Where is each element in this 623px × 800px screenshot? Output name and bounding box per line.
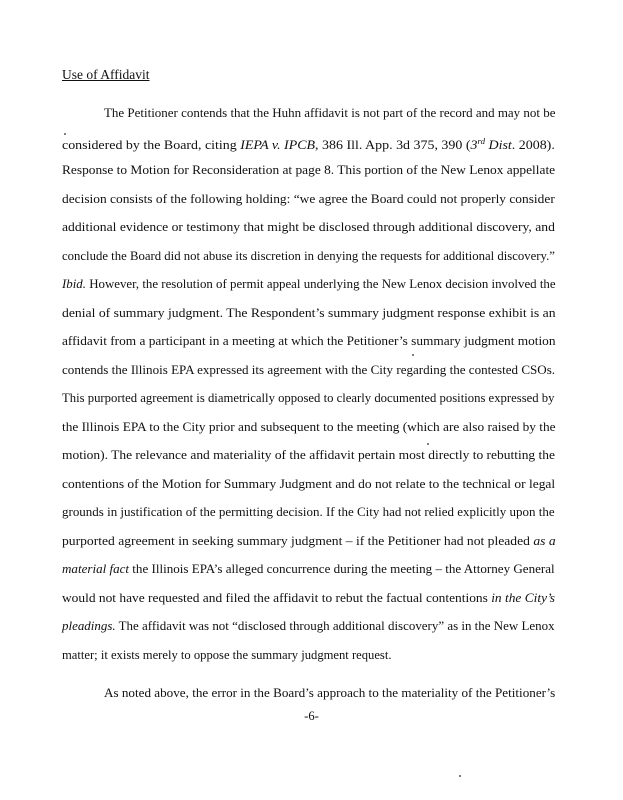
scan-speck	[64, 133, 66, 135]
paragraph-line: decision consists of the following holding: “we agree the Board could not properly consider	[62, 191, 555, 206]
paragraph-line: considered by the Board, citing IEPA v. IPCB, 386 Ill. App. 3d 375, 390 (3rd Dist. 2008).	[62, 136, 555, 152]
page-number: -6-	[304, 709, 319, 723]
paragraph-line: conclude the Board did not abuse its discretion in denying the requests for additional discovery.”	[62, 248, 555, 263]
paragraph-line: pleadings. The affidavit was not “disclosed through additional discovery” as in the New Lenox	[62, 619, 555, 633]
paragraph-line: matter; it exists merely to oppose the summary judgment request.	[62, 647, 392, 662]
paragraph-line: motion). The relevance and materiality of the affidavit pertain most directly to rebutting the	[62, 448, 555, 462]
paragraph-2-line: As noted above, the error in the Board’s approach to the materiality of the Petitioner’s	[104, 686, 556, 700]
scan-speck	[459, 775, 461, 777]
scan-speck	[427, 443, 429, 445]
paragraph-line: This purported agreement is diametrically opposed to clearly documented positions expressed by	[62, 391, 555, 405]
paragraph-line: material fact the Illinois EPA’s alleged concurrence during the meeting – the Attorney General	[62, 562, 555, 576]
paragraph-line: purported agreement in seeking summary judgment – if the Petitioner had not pleaded as a	[62, 533, 556, 548]
paragraph-line: the Illinois EPA to the City prior and subsequent to the meeting (which are also raised by the	[62, 419, 556, 434]
paragraph-line: The Petitioner contends that the Huhn affidavit is not part of the record and may not be	[104, 106, 556, 120]
paragraph-line: would not have requested and filed the affidavit to rebut the factual contentions in the City’s	[62, 590, 556, 605]
scan-speck	[412, 354, 414, 356]
paragraph-line: contentions of the Motion for Summary Judgment and do not relate to the technical or legal	[62, 476, 556, 491]
paragraph-line: affidavit from a participant in a meeting at which the Petitioner’s summary judgment motion	[62, 334, 556, 348]
paragraph-line: Ibid. However, the resolution of permit appeal underlying the New Lenox decision involved the	[62, 277, 556, 291]
section-heading: Use of Affidavit	[62, 67, 150, 82]
paragraph-line: additional evidence or testimony that might be disclosed through additional discovery, and	[62, 220, 555, 234]
paragraph-line: grounds in justification of the permitting decision. If the City had not relied explicitly upon the	[62, 505, 555, 519]
paragraph-line: Response to Motion for Reconsideration at page 8. This portion of the New Lenox appellate	[62, 163, 556, 177]
paragraph-line: contends the Illinois EPA expressed its agreement with the City regarding the contested CSOs.	[62, 362, 556, 377]
paragraph-line: denial of summary judgment. The Respondent’s summary judgment response exhibit is an	[62, 305, 556, 320]
